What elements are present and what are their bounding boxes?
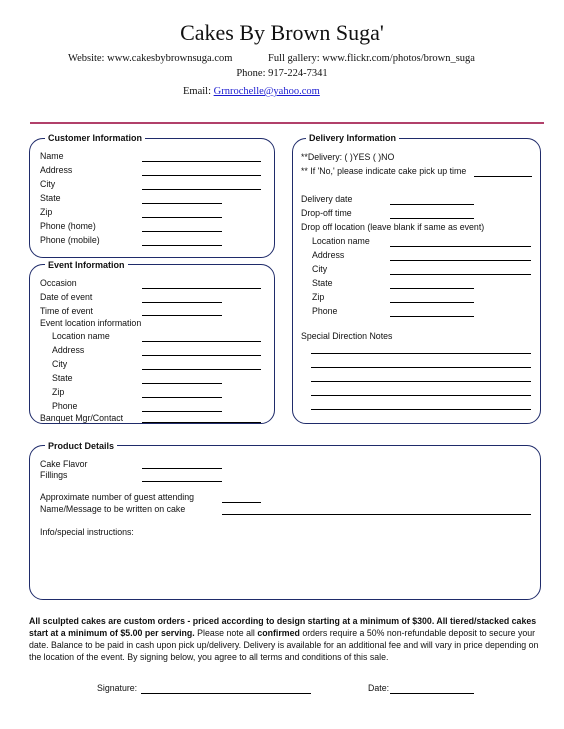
event-city-line[interactable] [142, 369, 261, 370]
event-address-label: Address [52, 345, 85, 355]
dropoff-time-label: Drop-off time [301, 208, 352, 218]
notes-line[interactable] [311, 367, 531, 368]
cake-message-label: Name/Message to be written on cake [40, 504, 186, 514]
banquet-contact-line[interactable] [142, 422, 261, 423]
cake-message-line[interactable] [222, 514, 531, 515]
email-label: Email: [183, 86, 211, 97]
delivery-address-label: Address [312, 250, 345, 260]
phone-mobile-label: Phone (mobile) [40, 235, 100, 245]
website-label: Website: [68, 53, 105, 64]
signature-label: Signature: [97, 683, 138, 693]
product-details-box [29, 445, 541, 600]
event-phone-label: Phone [52, 401, 78, 411]
event-state-line[interactable] [142, 383, 222, 384]
delivery-state-label: State [312, 278, 333, 288]
header-divider [30, 122, 544, 124]
banquet-contact-label: Banquet Mgr/Contact [40, 413, 124, 423]
phone-mobile-line[interactable] [142, 245, 222, 246]
delivery-address-line[interactable] [390, 260, 531, 261]
notes-line[interactable] [311, 353, 531, 354]
fillings-line[interactable] [142, 481, 222, 482]
product-details-title: Product Details [45, 441, 117, 451]
occasion-line[interactable] [142, 288, 261, 289]
name-line[interactable] [142, 161, 261, 162]
special-instructions-label: Info/special instructions: [40, 527, 134, 537]
gallery-line [268, 53, 475, 64]
event-location-name-label: Location name [52, 331, 110, 341]
phone-number: 917-224-7341 [268, 68, 328, 79]
gallery-url[interactable]: www.flickr.com/photos/brown_suga [322, 53, 475, 64]
website-url[interactable]: www.cakesbybrownsuga.com [107, 53, 233, 64]
dropoff-time-line[interactable] [390, 218, 474, 219]
event-state-label: State [52, 373, 73, 383]
delivery-date-label: Delivery date [301, 194, 353, 204]
event-phone-line[interactable] [142, 411, 222, 412]
fillings-label: Fillings [40, 470, 68, 480]
delivery-city-line[interactable] [390, 274, 531, 275]
terms-text-part: orders require a 50% non-refundable deposit to secure your date. Balance to be paid in cash upon pick up/delivery. Delivery is available for an additional fee and will vary in price depending on the location of the event. By signing below, you agree to all terms and conditions of this sale. [29, 628, 539, 662]
delivery-phone-line[interactable] [390, 316, 474, 317]
city-line[interactable] [142, 189, 261, 190]
email-link[interactable]: Grnrochelle@yahoo.com [213, 86, 320, 97]
gallery-label: Full gallery: [268, 53, 320, 64]
city-label: City [40, 179, 56, 189]
zip-line[interactable] [142, 217, 222, 218]
customer-info-title: Customer Information [45, 133, 145, 143]
delivery-zip-line[interactable] [390, 302, 474, 303]
terms-text [29, 615, 539, 663]
state-line[interactable] [142, 203, 222, 204]
date-label: Date: [368, 683, 390, 693]
delivery-location-name-line[interactable] [390, 246, 531, 247]
time-of-event-line[interactable] [142, 315, 222, 316]
occasion-label: Occasion [40, 278, 77, 288]
state-label: State [40, 193, 61, 203]
delivery-state-line[interactable] [390, 288, 474, 289]
terms-text-part: Please note all [194, 628, 258, 638]
special-notes-label: Special Direction Notes [301, 331, 393, 341]
terms-bold-text: All sculpted cakes are custom orders - priced according to design starting at a minimum of $300. All tiered/stacked cakes start at a minimum of $5.00 per serving. [29, 616, 537, 638]
phone-line [0, 68, 564, 79]
time-of-event-label: Time of event [40, 306, 93, 316]
dropoff-location-header: Drop off location (leave blank if same as event) [301, 222, 485, 232]
guest-count-label: Approximate number of guest attending [40, 492, 195, 502]
notes-line[interactable] [311, 409, 531, 410]
pickup-time-label: ** If 'No,' please indicate cake pick up time [301, 166, 467, 176]
notes-line[interactable] [311, 381, 531, 382]
delivery-location-name-label: Location name [312, 236, 370, 246]
event-city-label: City [52, 359, 68, 369]
delivery-city-label: City [312, 264, 328, 274]
phone-home-line[interactable] [142, 231, 222, 232]
guest-count-line[interactable] [222, 502, 261, 503]
zip-label: Zip [40, 207, 53, 217]
event-address-line[interactable] [142, 355, 261, 356]
phone-label: Phone: [236, 68, 266, 79]
address-label: Address [40, 165, 73, 175]
delivery-date-line[interactable] [390, 204, 474, 205]
event-location-name-line[interactable] [142, 341, 261, 342]
delivery-yes-no[interactable]: **Delivery: ( )YES ( )NO [301, 152, 395, 162]
event-location-header: Event location information [40, 318, 142, 328]
pickup-time-line[interactable] [474, 176, 532, 177]
event-info-title: Event Information [45, 260, 128, 270]
signature-line[interactable] [141, 693, 311, 694]
terms-confirmed: confirmed [257, 628, 300, 638]
event-zip-label: Zip [52, 387, 65, 397]
date-of-event-label: Date of event [40, 292, 93, 302]
website-line [68, 53, 232, 64]
delivery-phone-label: Phone [312, 306, 338, 316]
delivery-info-title: Delivery Information [306, 133, 399, 143]
delivery-zip-label: Zip [312, 292, 325, 302]
cake-flavor-label: Cake Flavor [40, 459, 88, 469]
cake-flavor-line[interactable] [142, 468, 222, 469]
address-line[interactable] [142, 175, 261, 176]
name-label: Name [40, 151, 64, 161]
phone-home-label: Phone (home) [40, 221, 96, 231]
date-line[interactable] [390, 693, 474, 694]
event-zip-line[interactable] [142, 397, 222, 398]
business-title: Cakes By Brown Suga' [180, 20, 384, 45]
email-line [183, 86, 320, 97]
notes-line[interactable] [311, 395, 531, 396]
date-of-event-line[interactable] [142, 302, 222, 303]
